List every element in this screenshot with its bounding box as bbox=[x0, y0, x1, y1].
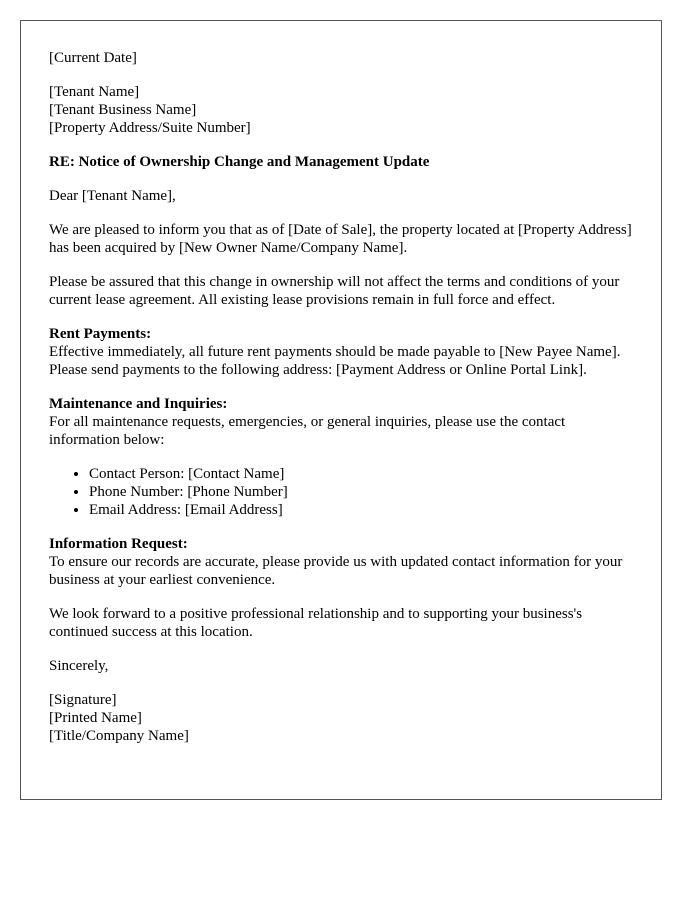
recipient-business: [Tenant Business Name] bbox=[49, 102, 197, 118]
maintenance-heading: Maintenance and Inquiries: bbox=[49, 396, 228, 412]
signature: [Signature] bbox=[49, 692, 117, 708]
rent-body: Effective immediately, all future rent payments should be made payable to [New Payee Name]. Please send payments to the following address: [Payment Address or Online Portal Link]. bbox=[49, 344, 621, 378]
recipient-name: [Tenant Name] bbox=[49, 84, 140, 100]
assurance-paragraph: Please be assured that this change in ownership will not affect the terms and conditions of your current lease agreement. All existing lease provisions remain in full force and effect. bbox=[49, 274, 620, 308]
letter-page bbox=[20, 20, 662, 800]
recipient-block bbox=[49, 83, 633, 137]
phone-number-item: • Phone Number: [Phone Number] bbox=[89, 483, 633, 501]
salutation: Dear [Tenant Name], bbox=[49, 188, 176, 204]
contact-person-item: • Contact Person: [Contact Name] bbox=[89, 465, 633, 483]
contact-list bbox=[49, 465, 633, 519]
letter-date: [Current Date] bbox=[49, 50, 137, 66]
info-heading: Information Request: bbox=[49, 536, 188, 552]
rent-section bbox=[49, 325, 633, 379]
printed-name: [Printed Name] bbox=[49, 710, 142, 726]
recipient-address: [Property Address/Suite Number] bbox=[49, 120, 251, 136]
signature-block bbox=[49, 691, 633, 745]
subject-line: RE: Notice of Ownership Change and Management Update bbox=[49, 154, 430, 170]
date-block bbox=[49, 49, 633, 67]
closing-paragraph: We look forward to a positive professional relationship and to supporting your business's continued success at this location. bbox=[49, 606, 583, 640]
email-address-item: • Email Address: [Email Address] bbox=[89, 501, 633, 519]
closing: Sincerely, bbox=[49, 658, 109, 674]
rent-heading: Rent Payments: bbox=[49, 326, 152, 342]
info-body: To ensure our records are accurate, please provide us with updated contact information for your business at your earliest convenience. bbox=[49, 554, 623, 588]
intro-paragraph: We are pleased to inform you that as of [Date of Sale], the property located at [Property Address] has been acquired by [New Owner Name/Company Name]. bbox=[49, 222, 632, 256]
title-company: [Title/Company Name] bbox=[49, 728, 189, 744]
maintenance-body: For all maintenance requests, emergencies, or general inquiries, please use the contact information below: bbox=[49, 414, 566, 448]
info-section bbox=[49, 535, 633, 589]
maintenance-section bbox=[49, 395, 633, 449]
